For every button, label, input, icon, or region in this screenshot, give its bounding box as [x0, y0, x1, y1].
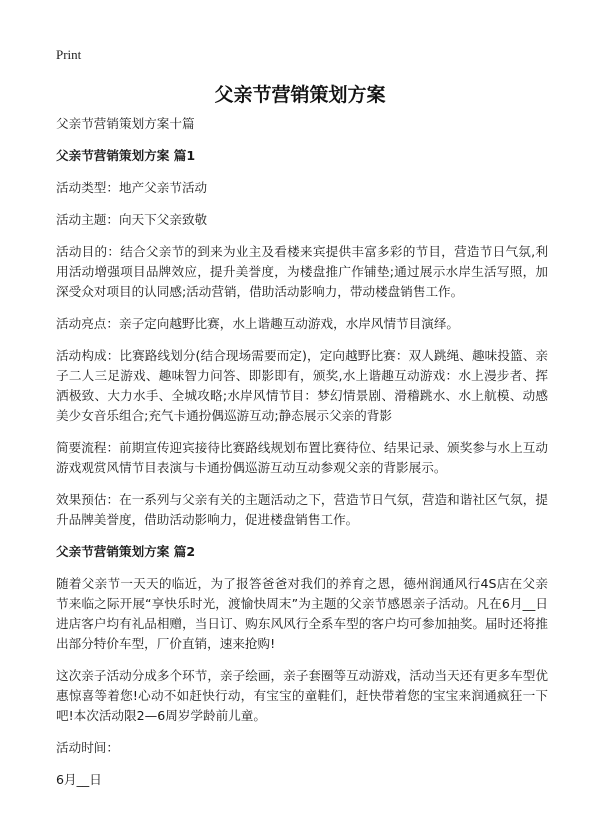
section-heading-1: 父亲节营销策划方案 篇1 — [56, 148, 196, 163]
document-body — [56, 114, 548, 802]
paragraph-activity-composition: 活动构成：比赛路线划分(结合现场需要而定)，定向越野比赛：双人跳绳、趣味投篮、亲子二人三足游戏、趣味智力问答、即影即有，颁奖,水上谐趣互动游戏：水上漫步者、挥洒极致、大力水手、全城攻略;水岸风情节目：梦幻情景剧、滑稽跳水、水上航模、动感美少女音乐组合;充气卡通扮偶巡游互动;静态展示父亲的背影 — [56, 348, 548, 423]
paragraph-activity-date: 6月__日 — [56, 772, 102, 787]
paragraph-activity-details: 这次亲子活动分成多个环节，亲子绘画，亲子套圈等互动游戏，活动当天还有更多车型优惠惊喜等着您!心动不如赶快行动，有宝宝的童鞋们，赶快带着您的宝宝来润通疯狂一下吧!本次活动限2—6周岁学龄前儿童。 — [56, 668, 548, 723]
paragraph-activity-highlights: 活动亮点：亲子定向越野比赛，水上谐趣互动游戏，水岸风情节目演绎。 — [56, 316, 459, 331]
document-subtitle: 父亲节营销策划方案十篇 — [56, 116, 195, 131]
document-title: 父亲节营销策划方案 — [214, 84, 386, 106]
paragraph-activity-time-label: 活动时间： — [56, 740, 119, 755]
paragraph-activity-theme: 活动主题：向天下父亲致敬 — [56, 212, 208, 227]
section-heading-2: 父亲节营销策划方案 篇2 — [56, 544, 196, 559]
print-link[interactable]: Print — [56, 47, 82, 62]
paragraph-intro: 随着父亲节一天天的临近，为了报答爸爸对我们的养育之恩，德州润通风行4S店在父亲节来临之际开展“享快乐时光，渡愉快周末”为主题的父亲节感恩亲子活动。凡在6月__日进店客户均有礼品相赠，当日订、购东风风行全系车型的客户均可参加抽奖。届时还将推出部分特价车型，厂价直销，速来抢购! — [56, 576, 548, 651]
paragraph-effect-estimate: 效果预估：在一系列与父亲有关的主题活动之下，营造节日气氛，营造和谐社区气氛，提升品牌美誉度，借助活动影响力，促进楼盘销售工作。 — [56, 492, 548, 527]
paragraph-brief-process: 简要流程：前期宣传迎宾接待比赛路线规划布置比赛待位、结果记录、颁奖参与水上互动游戏观赏风情节目表演与卡通扮偶巡游互动互动参观父亲的背影展示。 — [56, 440, 548, 475]
paragraph-activity-type: 活动类型：地产父亲节活动 — [56, 180, 208, 195]
paragraph-activity-purpose: 活动目的：结合父亲节的到来为业主及看楼来宾提供丰富多彩的节目，营造节日气氛,利用活动增强项目品牌效应，提升美誉度，为楼盘推广作铺垫;通过展示水岸生活写照，加深受众对项目的认同感;活动营销，借助活动影响力，带动楼盘销售工作。 — [56, 244, 548, 299]
